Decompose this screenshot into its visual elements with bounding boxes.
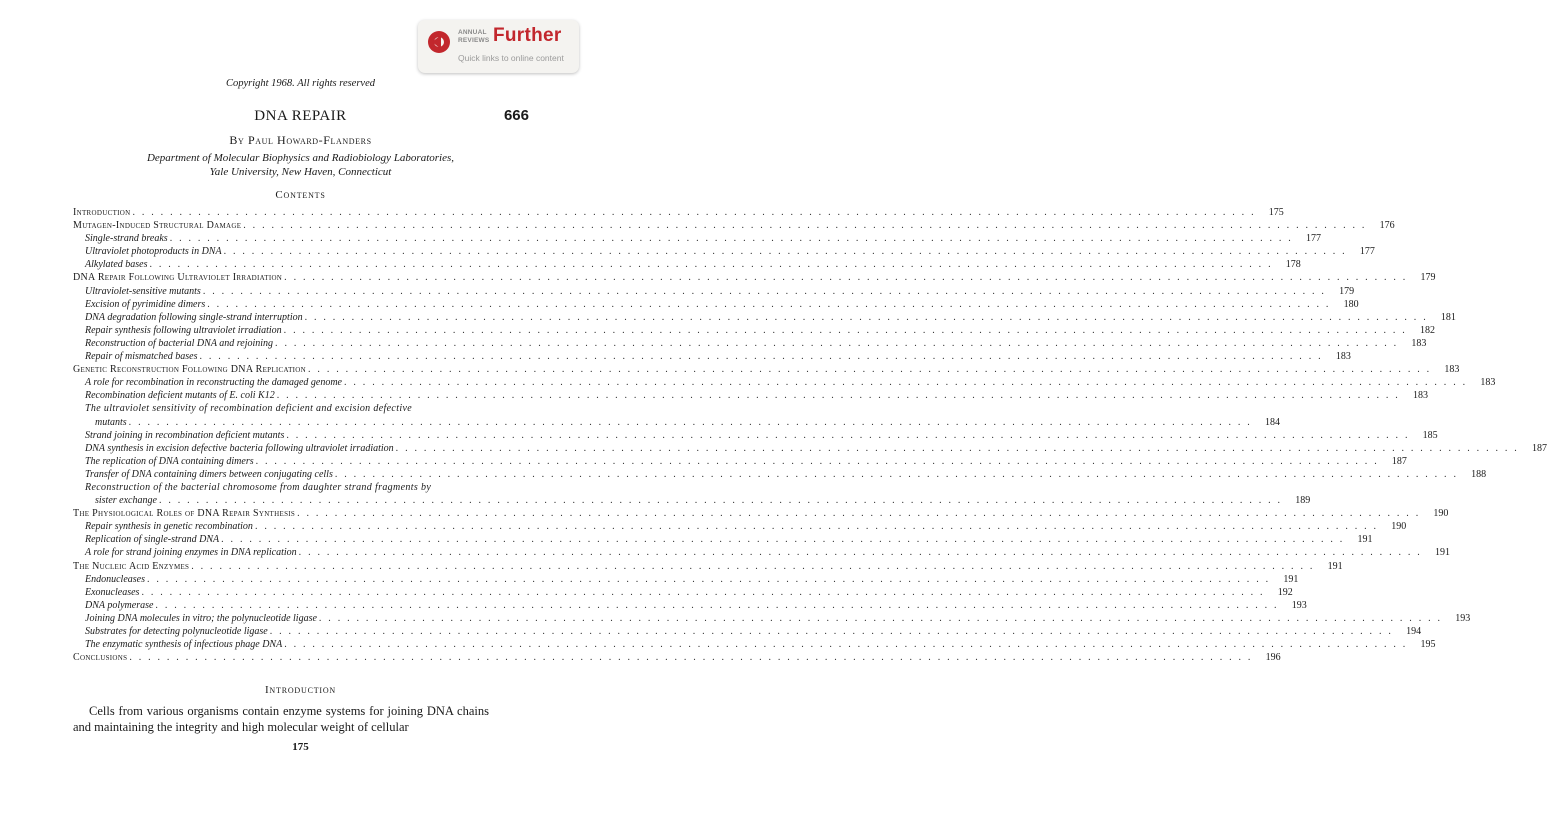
toc-entry	[73, 638, 1436, 651]
toc-entry	[73, 651, 1281, 664]
toc-entry-title: Substrates for detecting polynucleotide ligase	[85, 626, 268, 637]
toc-entry-title: Recombination deficient mutants of E. coli K12	[85, 390, 275, 402]
badge-brand-text	[458, 29, 489, 44]
toc-entry-title: The Physiological Roles of DNA Repair Synthesis	[73, 508, 296, 520]
page-number-top: 666	[503, 107, 529, 124]
toc-leader-dots: . . . . . . . . . . . . . . . . . . . . . . . . . . . . . . . . . . . . . . . . . . . . . . . . . . . . . . . . . . . . . . . . . . . . . . . . . . . . . . . . . . . . . . . . . . . . . . . . . . . . . . . . . . . . . . . . . . . . . . . .	[275, 337, 1399, 349]
toc-leader-dots: . . . . . . . . . . . . . . . . . . . . . . . . . . . . . . . . . . . . . . . . . . . . . . . . . . . . . . . . . . . . . . . . . . . . . . . . . . . . . . . . . . . . . . . . . . . . . . . . . . . . . . . . . . . . . . . . . . . . . . . .	[223, 246, 1347, 258]
toc-entry	[73, 573, 1299, 586]
affiliation-line-1: Department of Molecular Biophysics and Radiobiology Laboratories,	[146, 152, 455, 164]
toc-page-number: 183	[1411, 337, 1427, 349]
toc-entry-title: Repair synthesis following ultraviolet irradiation	[85, 324, 282, 336]
toc-entry-title: A role for recombination in reconstructing the damaged genome	[85, 377, 342, 389]
toc-entry-title: Reconstruction of bacterial DNA and rejoining	[85, 337, 274, 349]
toc-leader-dots: . . . . . . . . . . . . . . . . . . . . . . . . . . . . . . . . . . . . . . . . . . . . . . . . . . . . . . . . . . . . . . . . . . . . . . . . . . . . . . . . . . . . . . . . . . . . . . . . . . . . . . . . . . . . . . . . . . . . . . . .	[254, 521, 1379, 533]
toc-leader-dots: . . . . . . . . . . . . . . . . . . . . . . . . . . . . . . . . . . . . . . . . . . . . . . . . . . . . . . . . . . . . . . . . . . . . . . . . . . . . . . . . . . . . . . . . . . . . . . . . . . . . . . . . . . . . . . . . . . . . . . . .	[284, 639, 1408, 651]
toc-page-number: 178	[1285, 259, 1301, 271]
toc-leader-dots: . . . . . . . . . . . . . . . . . . . . . . . . . . . . . . . . . . . . . . . . . . . . . . . . . . . . . . . . . . . . . . . . . . . . . . . . . . . . . . . . . . . . . . . . . . . . . . . . . . . . . . . . . . . . . . . . . . . . . . . .	[318, 612, 1443, 624]
body-paragraph: Cells from various organisms contain enzyme systems for joining DNA chains and maintaining the integrity and high molecular weight of cellular	[73, 704, 489, 734]
toc-page-number: 183	[1480, 377, 1496, 389]
toc-leader-dots: . . . . . . . . . . . . . . . . . . . . . . . . . . . . . . . . . . . . . . . . . . . . . . . . . . . . . . . . . . . . . . . . . . . . . . . . . . . . . . . . . . . . . . . . . . . . . . . . . . . . . . . . . . . . . . . . . . . . . . . .	[344, 377, 1468, 389]
toc-page-number: 182	[1419, 324, 1435, 336]
toc-entry-title: DNA degradation following single-strand interruption	[85, 311, 303, 323]
toc-entry-title: DNA polymerase	[85, 599, 154, 611]
toc-entry-title: Introduction	[73, 207, 131, 218]
toc-entry-title-continued: sister exchange	[95, 495, 157, 507]
toc-entry	[73, 258, 1301, 271]
toc-entry-title: Repair synthesis in genetic recombination	[85, 521, 253, 533]
toc-leader-dots: . . . . . . . . . . . . . . . . . . . . . . . . . . . . . . . . . . . . . . . . . . . . . . . . . . . . . . . . . . . . . . . . . . . . . . . . . . . . . . . . . . . . . . . . . . . . . . . . . . . . . . . . . . . . . . . . . . . . . . . .	[169, 233, 1293, 245]
page-number-footer: 175	[292, 741, 309, 753]
toc-entry	[73, 455, 1407, 468]
toc-leader-dots: . . . . . . . . . . . . . . . . . . . . . . . . . . . . . . . . . . . . . . . . . . . . . . . . . . . . . . . . . . . . . . . . . . . . . . . . . . . . . . . . . . . . . . . . . . . . . . . . . . . . . . . . . . . . . . . . . . . . . . . .	[129, 652, 1253, 664]
badge-brand-line1: ANNUAL	[458, 29, 487, 36]
badge-further-label: Further	[493, 25, 562, 46]
toc-entry	[73, 363, 1460, 376]
toc-page-number: 175	[1268, 207, 1284, 218]
toc-entry-title: A role for strand joining enzymes in DNA replication	[85, 547, 297, 559]
toc-entry-title: Mutagen-Induced Structural Damage	[73, 220, 242, 232]
toc-leader-dots: . . . . . . . . . . . . . . . . . . . . . . . . . . . . . . . . . . . . . . . . . . . . . . . . . . . . . . . . . . . . . . . . . . . . . . . . . . . . . . . . . . . . . . . . . . . . . . . . . . . . . . . . . . . . . . . . . . . . . . . .	[141, 586, 1265, 598]
toc-entry-title: Replication of single-strand DNA	[85, 534, 220, 546]
toc-leader-dots: . . . . . . . . . . . . . . . . . . . . . . . . . . . . . . . . . . . . . . . . . . . . . . . . . . . . . . . . . . . . . . . . . . . . . . . . . . . . . . . . . . . . . . . . . . . . . . . . . . . . . . . . . . . . . . . . . . . . . . . .	[334, 468, 1459, 480]
toc-entry-title-continued: mutants	[95, 416, 127, 428]
toc-entry-title: Joining DNA molecules in vitro; the polynucleotide ligase	[85, 612, 317, 624]
toc-entry-title: Strand joining in recombination deficient mutants	[85, 429, 285, 441]
toc-page-number: 179	[1339, 285, 1355, 297]
toc-entry-title: Exonucleases	[85, 586, 140, 598]
toc-entry	[73, 206, 1284, 219]
toc-entry	[73, 376, 1496, 389]
toc-entry-title: DNA synthesis in excision defective bacteria following ultraviolet irradiation	[85, 442, 394, 454]
toc-entry-title: Genetic Reconstruction Following DNA Replication	[73, 364, 307, 376]
toc-leader-dots: . . . . . . . . . . . . . . . . . . . . . . . . . . . . . . . . . . . . . . . . . . . . . . . . . . . . . . . . . . . . . . . . . . . . . . . . . . . . . . . . . . . . . . . . . . . . . . . . . . . . . . . . . . . . . . . . . . . . . . . .	[202, 285, 1327, 297]
affiliation	[0, 151, 601, 179]
badge-subtitle: Quick links to online content	[458, 53, 564, 63]
toc-page-number: 195	[1420, 639, 1436, 651]
toc-page-number: 179	[1420, 272, 1436, 284]
toc-entry	[73, 429, 1438, 442]
toc-entry	[73, 271, 1436, 284]
toc-entry	[73, 625, 1422, 638]
annual-reviews-further-badge[interactable]	[418, 20, 579, 73]
toc-entry	[73, 507, 1449, 520]
toc-leader-dots: . . . . . . . . . . . . . . . . . . . . . . . . . . . . . . . . . . . . . . . . . . . . . . . . . . . . . . . . . . . . . . . . . . . . . . . . . . . . . . . . . . . . . . . . . . . . . . . . . . . . . . . . . . . . . . . . . . . . . . . .	[149, 259, 1273, 271]
toc-entry-title: The Nucleic Acid Enzymes	[73, 560, 190, 572]
toc-entry	[73, 389, 1429, 402]
toc-leader-dots: . . . . . . . . . . . . . . . . . . . . . . . . . . . . . . . . . . . . . . . . . . . . . . . . . . . . . . . . . . . . . . . . . . . . . . . . . . . . . . . . . . . . . . . . . . . . . . . . . . . . . . . . . . . . . . . . . . . . . . . .	[308, 364, 1432, 376]
toc-leader-dots: . . . . . . . . . . . . . . . . . . . . . . . . . . . . . . . . . . . . . . . . . . . . . . . . . . . . . . . . . . . . . . . . . . . . . . . . . . . . . . . . . . . . . . . . . . . . . . . . . . . . . . . . . . . . . . . . . . . . . . . .	[304, 311, 1428, 323]
toc-page-number: 185	[1422, 429, 1438, 441]
toc-page-number: 177	[1306, 233, 1321, 245]
toc-leader-dots: . . . . . . . . . . . . . . . . . . . . . . . . . . . . . . . . . . . . . . . . . . . . . . . . . . . . . . . . . . . . . . . . . . . . . . . . . . . . . . . . . . . . . . . . . . . . . . . . . . . . . . . . . . . . . . . . . . . . . . . .	[286, 429, 1410, 441]
toc-leader-dots: . . . . . . . . . . . . . . . . . . . . . . . . . . . . . . . . . . . . . . . . . . . . . . . . . . . . . . . . . . . . . . . . . . . . . . . . . . . . . . . . . . . . . . . . . . . . . . . . . . . . . . . . . . . . . . . . . . . . . . . .	[191, 560, 1315, 572]
toc-page-number: 196	[1265, 652, 1281, 664]
affiliation-line-2: Yale University, New Haven, Connecticut	[209, 166, 392, 178]
toc-leader-dots: . . . . . . . . . . . . . . . . . . . . . . . . . . . . . . . . . . . . . . . . . . . . . . . . . . . . . . . . . . . . . . . . . . . . . . . . . . . . . . . . . . . . . . . . . . . . . . . . . . . . . . . . . . . . . . . . . . . . . . . .	[298, 547, 1422, 559]
toc-leader-dots: . . . . . . . . . . . . . . . . . . . . . . . . . . . . . . . . . . . . . . . . . . . . . . . . . . . . . . . . . . . . . . . . . . . . . . . . . . . . . . . . . . . . . . . . . . . . . . . . . . . . . . . . . . . . . . . . . . . . . . . .	[284, 272, 1408, 284]
toc-page-number: 193	[1455, 612, 1471, 624]
toc-entry-title: Conclusions	[73, 652, 128, 664]
toc-entry	[73, 586, 1293, 599]
toc-leader-dots: . . . . . . . . . . . . . . . . . . . . . . . . . . . . . . . . . . . . . . . . . . . . . . . . . . . . . . . . . . . . . . . . . . . . . . . . . . . . . . . . . . . . . . . . . . . . . . . . . . . . . . . . . . . . . . . . . . . . . . . .	[395, 442, 1519, 454]
toc-leader-dots: . . . . . . . . . . . . . . . . . . . . . . . . . . . . . . . . . . . . . . . . . . . . . . . . . . . . . . . . . . . . . . . . . . . . . . . . . . . . . . . . . . . . . . . . . . . . . . . . . . . . . . . . . . . . . . . . . . . . . . . .	[155, 599, 1279, 611]
toc-page-number: 191	[1357, 534, 1373, 546]
toc-entry-title: Endonucleases	[85, 573, 145, 585]
play-arrow-icon	[432, 35, 441, 49]
toc-page-number: 183	[1413, 390, 1429, 402]
toc-page-number: 180	[1343, 298, 1359, 310]
toc-entry-title: DNA Repair Following Ultraviolet Irradiation	[73, 272, 283, 284]
toc-entry	[73, 560, 1343, 573]
toc-entry	[73, 442, 1547, 455]
toc-entry	[73, 612, 1471, 625]
toc-entry-title: The ultraviolet sensitivity of recombination deficient and excision defective	[85, 403, 413, 415]
toc-page-number: 181	[1440, 311, 1456, 323]
author-line: By Paul Howard-Flanders	[229, 133, 372, 147]
toc-entry	[73, 324, 1435, 337]
toc-leader-dots: . . . . . . . . . . . . . . . . . . . . . . . . . . . . . . . . . . . . . . . . . . . . . . . . . . . . . . . . . . . . . . . . . . . . . . . . . . . . . . . . . . . . . . . . . . . . . . . . . . . . . . . . . . . . . . . . . . . . . . . .	[243, 220, 1367, 232]
toc-page-number: 184	[1264, 416, 1280, 428]
toc-entry	[73, 337, 1427, 350]
toc-entry-title: Alkylated bases	[85, 259, 148, 271]
toc-page-number: 188	[1471, 468, 1487, 480]
toc-page-number: 183	[1335, 351, 1351, 363]
toc-entry	[73, 468, 1487, 481]
toc-entry-title: Transfer of DNA containing dimers between conjugating cells	[85, 468, 333, 480]
table-of-contents	[73, 206, 1547, 664]
toc-page-number: 176	[1379, 220, 1395, 232]
toc-entry	[73, 350, 1351, 363]
toc-entry-title: Single-strand breaks	[85, 233, 168, 245]
contents-heading: Contents	[275, 189, 326, 201]
introduction-heading: Introduction	[264, 684, 337, 696]
toc-leader-dots: . . . . . . . . . . . . . . . . . . . . . . . . . . . . . . . . . . . . . . . . . . . . . . . . . . . . . . . . . . . . . . . . . . . . . . . . . . . . . . . . . . . . . . . . . . . . . . . . . . . . . . . . . . . . . . . . . . . . . . . .	[283, 324, 1407, 336]
toc-entry	[73, 298, 1359, 311]
toc-page-number: 177	[1359, 246, 1375, 258]
toc-entry	[73, 245, 1375, 258]
toc-entry	[73, 599, 1307, 612]
toc-entry	[73, 311, 1456, 324]
toc-leader-dots: . . . . . . . . . . . . . . . . . . . . . . . . . . . . . . . . . . . . . . . . . . . . . . . . . . . . . . . . . . . . . . . . . . . . . . . . . . . . . . . . . . . . . . . . . . . . . . . . . . . . . . . . . . . . . . . . . . . . . . . .	[297, 508, 1421, 520]
toc-entry-title: Repair of mismatched bases	[85, 351, 198, 363]
toc-entry-title: The replication of DNA containing dimers	[85, 455, 254, 467]
toc-page-number: 194	[1406, 626, 1422, 637]
toc-page-number: 187	[1391, 455, 1407, 467]
toc-leader-dots: . . . . . . . . . . . . . . . . . . . . . . . . . . . . . . . . . . . . . . . . . . . . . . . . . . . . . . . . . . . . . . . . . . . . . . . . . . . . . . . . . . . . . . . . . . . . . . . . . . . . . . . . . . . . . . . . . . . . . . . .	[207, 298, 1331, 310]
toc-entry-title: Excision of pyrimidine dimers	[85, 298, 206, 310]
toc-page-number: 193	[1291, 599, 1307, 611]
toc-page-number: 183	[1444, 364, 1460, 376]
toc-entry	[73, 533, 1373, 546]
toc-leader-dots: . . . . . . . . . . . . . . . . . . . . . . . . . . . . . . . . . . . . . . . . . . . . . . . . . . . . . . . . . . . . . . . . . . . . . . . . . . . . . . . . . . . . . . . . . . . . . . . . . . . . . . . . . . . . . . . . . . . . . . . .	[269, 626, 1394, 637]
toc-leader-dots: . . . . . . . . . . . . . . . . . . . . . . . . . . . . . . . . . . . . . . . . . . . . . . . . . . . . . . . . . . . . . . . . . . . . . . . . . . . . . . . . . . . . . . . . . . . . . . . . . . . . . . . . . . . . . . . . . . . . . . . .	[132, 207, 1256, 218]
toc-leader-dots: . . . . . . . . . . . . . . . . . . . . . . . . . . . . . . . . . . . . . . . . . . . . . . . . . . . . . . . . . . . . . . . . . . . . . . . . . . . . . . . . . . . . . . . . . . . . . . . . . . . . . . . . . . . . . . . . . . . . . . . .	[255, 455, 1379, 467]
badge-brand-line2: REVIEWS	[458, 36, 490, 44]
toc-leader-dots: . . . . . . . . . . . . . . . . . . . . . . . . . . . . . . . . . . . . . . . . . . . . . . . . . . . . . . . . . . . . . . . . . . . . . . . . . . . . . . . . . . . . . . . . . . . . . . . . . . . . . . . . . . . . . . . . . . . . . . . .	[276, 390, 1401, 402]
toc-entry	[73, 520, 1407, 533]
copyright-notice: Copyright 1968. All rights reserved	[225, 78, 376, 89]
toc-entry-title: Ultraviolet photoproducts in DNA	[85, 246, 222, 258]
toc-leader-dots: . . . . . . . . . . . . . . . . . . . . . . . . . . . . . . . . . . . . . . . . . . . . . . . . . . . . . . . . . . . . . . . . . . . . . . . . . . . . . . . . . . . . . . . . . . . . . . . . . . . . . . . . . . . . . . . . . . . . . . . .	[199, 351, 1323, 363]
toc-leader-dots: . . . . . . . . . . . . . . . . . . . . . . . . . . . . . . . . . . . . . . . . . . . . . . . . . . . . . . . . . . . . . . . . . . . . . . . . . . . . . . . . . . . . . . . . . . . . . . . . . . . . . . . . . . . . . . . . . . . . . . . .	[128, 416, 1252, 428]
toc-entry	[73, 481, 1311, 507]
toc-entry	[73, 285, 1355, 298]
toc-leader-dots: . . . . . . . . . . . . . . . . . . . . . . . . . . . . . . . . . . . . . . . . . . . . . . . . . . . . . . . . . . . . . . . . . . . . . . . . . . . . . . . . . . . . . . . . . . . . . . . . . . . . . . . . . . . . . . . . . . . . . . . .	[221, 534, 1345, 546]
toc-entry-title: Ultraviolet-sensitive mutants	[85, 285, 201, 297]
toc-entry	[73, 402, 1280, 428]
toc-entry-title: The enzymatic synthesis of infectious phage DNA	[85, 639, 283, 651]
toc-page-number: 189	[1295, 495, 1311, 507]
toc-page-number: 192	[1277, 586, 1293, 598]
toc-page-number: 187	[1531, 442, 1547, 454]
toc-entry-title: Reconstruction of the bacterial chromosome from daughter strand fragments by	[85, 481, 432, 493]
toc-entry	[73, 546, 1450, 559]
toc-page-number: 191	[1283, 573, 1299, 585]
toc-page-number: 190	[1433, 508, 1449, 520]
toc-entry	[73, 219, 1395, 232]
article-title: DNA REPAIR	[254, 108, 347, 124]
toc-entry	[73, 232, 1321, 245]
toc-page-number: 191	[1434, 547, 1450, 559]
toc-leader-dots: . . . . . . . . . . . . . . . . . . . . . . . . . . . . . . . . . . . . . . . . . . . . . . . . . . . . . . . . . . . . . . . . . . . . . . . . . . . . . . . . . . . . . . . . . . . . . . . . . . . . . . . . . . . . . . . . . . . . . . . .	[147, 573, 1271, 585]
toc-leader-dots: . . . . . . . . . . . . . . . . . . . . . . . . . . . . . . . . . . . . . . . . . . . . . . . . . . . . . . . . . . . . . . . . . . . . . . . . . . . . . . . . . . . . . . . . . . . . . . . . . . . . . . . . . . . . . . . . . . . . . . . .	[158, 495, 1283, 507]
toc-page-number: 190	[1391, 521, 1407, 533]
toc-page-number: 191	[1327, 560, 1343, 572]
